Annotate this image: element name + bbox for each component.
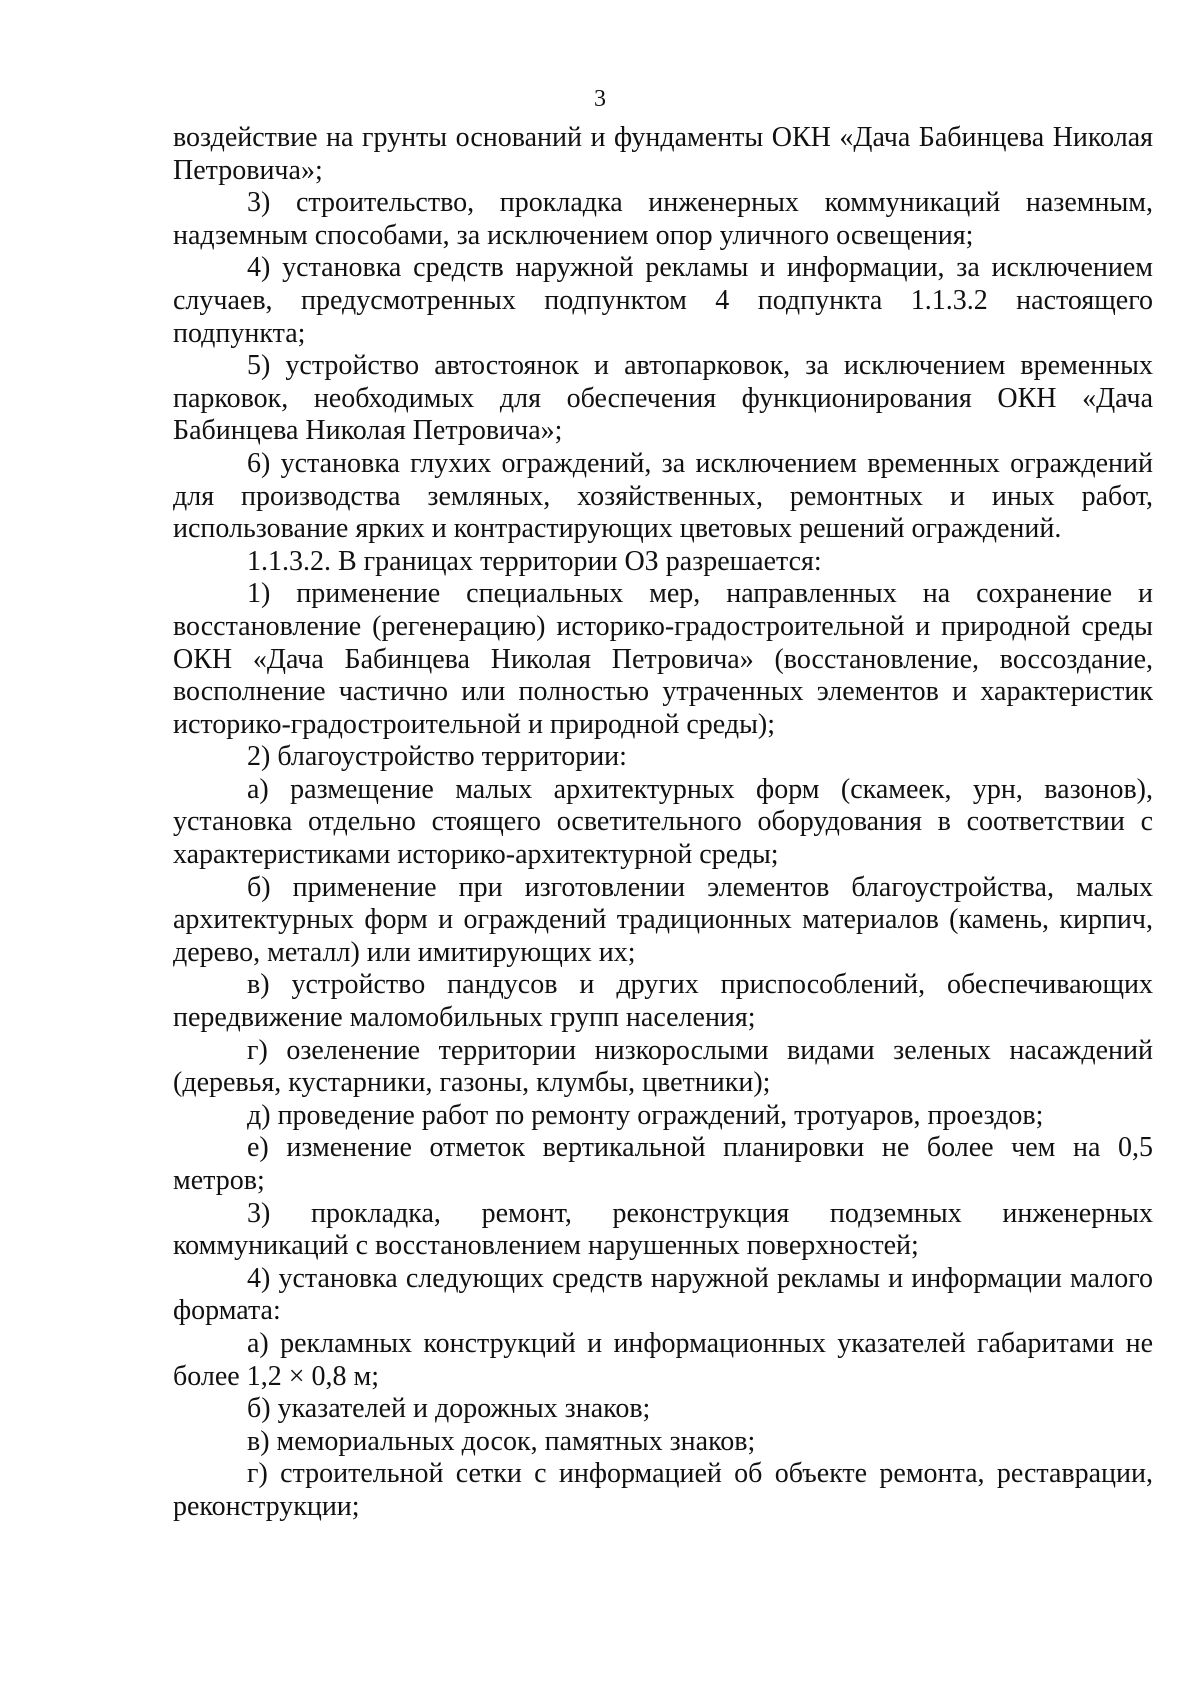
sub-item-v-plaques: в) мемориальных досок, памятных знаков; xyxy=(247,1425,756,1457)
list-item-5-parking: 5) устройство автостоянок и автопарковок, за исключением временных парковок, необходимых для обеспечения функционирования ОКН «Дача Бабинцева Николая Петровича»; xyxy=(173,350,1153,447)
sub-item-a-small-forms: а) размещение малых архитектурных форм (скамеек, урн, вазонов), установка отдельно стоящего осветительного оборудования в соответствии с характеристиками историко-архитектурной среды; xyxy=(173,773,1153,871)
list-item-2-landscaping: 2) благоустройство территории: xyxy=(247,741,627,773)
list-item-6-fences: 6) установка глухих ограждений, за исключением временных ограждений для производства земляных, хозяйственных, ремонтных и иных работ, использование ярких и контрастирующих цветовых решений ограждений. xyxy=(173,447,1153,545)
list-item-4-advertising: 4) установка средств наружной рекламы и информации, за исключением случаев, предусмотренных подпунктом 4 подпункта 1.1.3.2 настоящего подпункта; xyxy=(173,252,1153,349)
section-heading-1-1-3-2: 1.1.3.2. В границах территории ОЗ разрешается: xyxy=(247,545,822,577)
list-item-3-construction: 3) строительство, прокладка инженерных коммуникаций наземным, надземным способами, за исключением опор уличного освещения; xyxy=(173,187,1153,251)
list-item-1-special-measures: 1) применение специальных мер, направленных на сохранение и восстановление (регенерацию) историко-градостроительной и природной среды ОКН «Дача Бабинцева Николая Петровича» (восстановление, воссоздание, восполнение частично или полностью утраченных элементов и характеристик историко-градостроительной и природной среды); xyxy=(173,578,1153,740)
sub-item-g-greening: г) озеленение территории низкорослыми видами зеленых насаждений (деревья, кустарники, газоны, клумбы, цветники); xyxy=(173,1034,1153,1099)
paragraph-continuation: воздействие на грунты оснований и фундаменты ОКН «Дача Бабинцева Николая Петровича»; xyxy=(173,122,1153,186)
sub-item-b-materials: б) применение при изготовлении элементов благоустройства, малых архитектурных форм и ограждений традиционных материалов (камень, кирпич, дерево, металл) или имитирующих их; xyxy=(173,871,1153,968)
sub-item-d-repairs: д) проведение работ по ремонту ограждений, тротуаров, проездов; xyxy=(247,1099,1044,1131)
sub-item-b-signs: б) указателей и дорожных знаков; xyxy=(247,1393,651,1425)
list-item-3-utilities: 3) прокладка, ремонт, реконструкция подземных инженерных коммуникаций с восстановлением нарушенных поверхностей; xyxy=(173,1197,1153,1262)
sub-item-g-construction-mesh: г) строительной сетки с информацией об объекте ремонта, реставрации, реконструкции; xyxy=(173,1458,1153,1522)
sub-item-a-ad-structures: а) рекламных конструкций и информационных указателей габаритами не более 1,2 × 0,8 м; xyxy=(173,1327,1153,1392)
sub-item-v-ramps: в) устройство пандусов и других приспособлений, обеспечивающих передвижение маломобильных групп населения; xyxy=(173,969,1153,1034)
document-body xyxy=(173,122,1153,1524)
page-number: 3 xyxy=(594,86,606,112)
list-item-4-small-format-ads: 4) установка следующих средств наружной рекламы и информации малого формата: xyxy=(173,1262,1153,1327)
sub-item-e-grading: е) изменение отметок вертикальной планировки не более чем на 0,5 метров; xyxy=(173,1132,1153,1196)
